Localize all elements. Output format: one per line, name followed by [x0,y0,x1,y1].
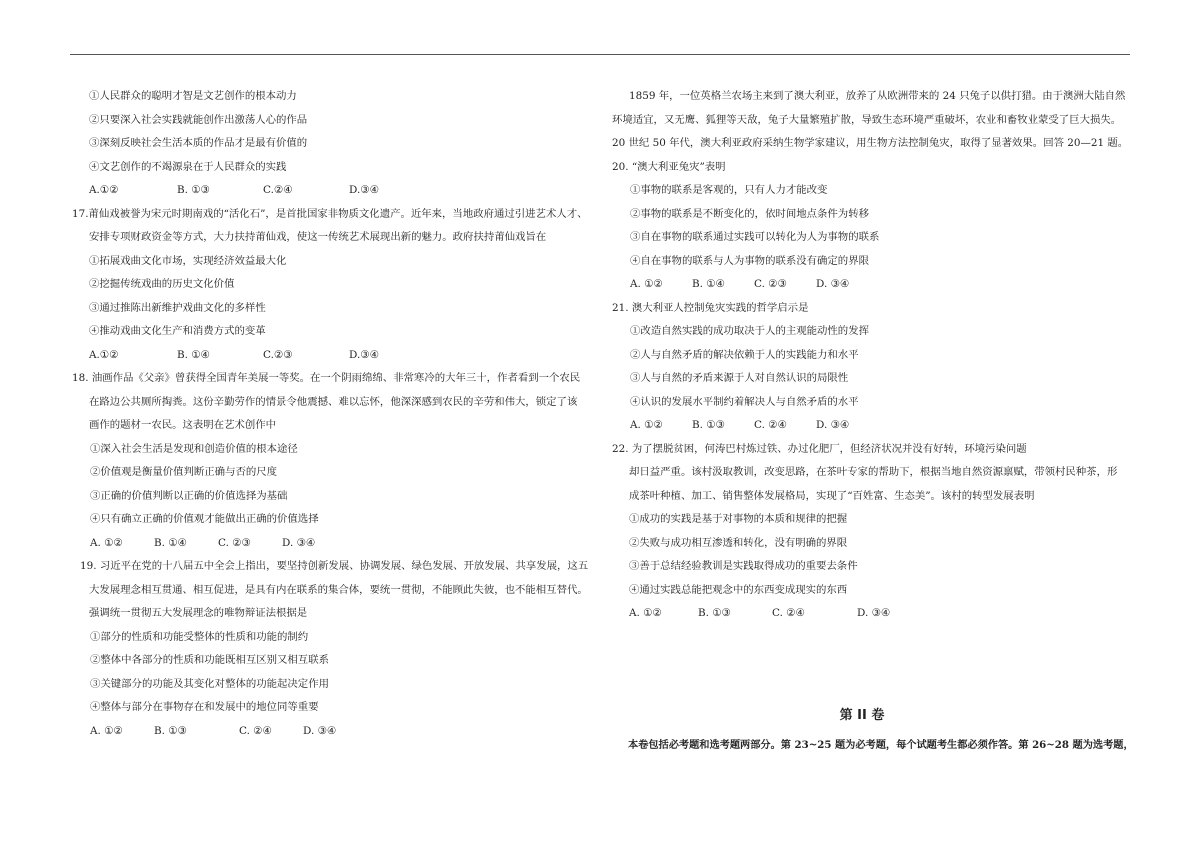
q19-option-b: B. ①③ [154,724,187,737]
q19 [72,555,602,743]
q19-item-3: ③关键部分的功能及其变化对整体的功能起决定作用 [90,677,329,690]
q22-item-2: ②失败与成功相互渗透和转化，没有明确的界限 [629,536,848,549]
q21-stem: 21. 澳大利亚人控制兔灾实践的哲学启示是 [612,301,809,314]
q17 [72,203,602,368]
q22-option-b: B. ①③ [698,607,731,619]
q21-item-1: ①改造自然实践的成功取决于人的主观能动性的发挥 [630,325,869,337]
q22-option-c: C. ②④ [772,607,805,619]
q20-option-c: C. ②③ [754,278,787,290]
q16-item-1: ①人民群众的聪明才智是文艺创作的根本动力 [89,90,297,102]
q21 [612,297,1142,438]
q18-option-d: D. ③④ [282,536,316,549]
q19-options [72,720,602,744]
q20-item-1: ①事物的联系是客观的，只有人力才能改变 [630,184,828,196]
q21-item-4: ④认识的发展水平制约着解决人与自然矛盾的水平 [630,395,859,408]
passage [612,85,1142,156]
q20-item-3: ③自在事物的联系通过实践可以转化为人为事物的联系 [630,231,880,243]
q17-stem-line-1: 17.莆仙戏被誉为宋元时期南戏的“活化石”，是首批国家非物质文化遗产。近年来，当地政府通过引进艺术人才、 [72,207,588,220]
left-column [72,85,602,743]
q20-option-a: A. ①② [630,278,663,290]
q19-item-4: ④整体与部分在事物存在和发展中的地位同等重要 [90,701,319,713]
q19-item-1: ①部分的性质和功能受整体的性质和功能的制约 [90,630,309,643]
q20 [612,156,1142,297]
passage-line-2: 环境适宜，又无鹰、狐狸等天敌，兔子大量繁殖扩散，导致生态环境严重破坏，农业和畜牧业蒙受了巨大损失。 [612,113,1122,126]
q21-options [612,414,1142,438]
q16-option-c: C.②④ [263,184,293,196]
q17-item-1: ①拓展戏曲文化市场，实现经济效益最大化 [89,254,287,267]
header-rule [70,54,1130,55]
q21-option-c: C. ②④ [754,419,787,431]
section-note: 本卷包括必考题和选考题两部分。第 23~25 题为必考题，每个试题考生都必须作答。第 26~28 题为选考题， [628,739,1134,751]
q20-option-b: B. ①④ [692,278,725,290]
q18-option-a: A. ①② [90,536,123,549]
q18-item-4: ④只有确立正确的价值观才能做出正确的价值选择 [90,513,319,525]
q16-option-a: A.①② [89,184,119,196]
q16-item-2: ②只要深入社会实践就能创作出激荡人心的作品 [89,113,308,126]
q17-item-4: ④推动戏曲文化生产和消费方式的变革 [89,325,266,337]
q20-options [612,273,1142,297]
q16-item-3: ③深刻反映社会生活本质的作品才是最有价值的 [89,137,308,149]
q17-options [72,344,602,368]
q22-stem-line-1: 22. 为了摆脱贫困，何涛巴村炼过铁、办过化肥厂，但经济状况并没有好转，环境污染问题 [612,442,1027,455]
q18-item-3: ③正确的价值判断以正确的价值选择为基础 [90,489,288,502]
q17-option-a: A.①② [89,348,119,361]
q21-option-a: A. ①② [630,419,663,431]
q19-stem-line-2: 大发展理念相互贯通、相互促进，是具有内在联系的集合体，要统一贯彻，不能顾此失彼，也不能相互替代。 [89,583,588,596]
q19-option-d: D. ③④ [303,724,337,737]
q16-item-4: ④文艺创作的不竭源泉在于人民群众的实践 [89,160,287,173]
q19-item-2: ②整体中各部分的性质和功能既相互区别又相互联系 [90,654,329,666]
q20-stem: 20. “澳大利亚兔灾”表明 [612,160,726,173]
q22-item-4: ④通过实践总能把观念中的东西变成现实的东西 [629,583,848,596]
q22-item-3: ③善于总结经验教训是实践取得成功的重要去条件 [629,560,858,572]
q22-stem-line-3: 成茶叶种植、加工、销售整体发展格局，实现了“百姓富、生态美”。该村的转型发展表明 [629,489,1035,502]
section-title: 第 II 卷 [839,708,885,723]
q21-option-b: B. ①③ [692,419,725,431]
q17-item-2: ②挖掘传统戏曲的历史文化价值 [89,278,235,290]
q18-stem-line-2: 在路边公共厕所掏粪。这份辛勤劳作的情景令他震撼、难以忘怀，他深深感到农民的辛劳和伟大，锁定了该 [89,395,578,408]
q22-stem-line-2: 却日益严重。该村汲取教训，改变思路，在茶叶专家的帮助下，根据当地自然资源禀赋，带领村民种茶，形 [629,466,1118,478]
q17-option-d: D.③④ [349,348,379,361]
q16-option-b: B. ①③ [177,184,210,196]
q19-option-c: C. ②④ [239,724,272,737]
passage-line-3: 20 世纪 50 年代，澳大利亚政府采纳生物学家建议，用生物方法控制兔灾，取得了显著效果。回答 20—21 题。 [612,137,1129,149]
q16-option-d: D.③④ [349,184,379,196]
q18-option-c: C. ②③ [218,536,251,549]
q18 [72,367,602,555]
q19-stem-line-1: 19. 习近平在党的十八届五中全会上指出，要坚持创新发展、协调发展、绿色发展、开放发展、共享发展，这五 [80,560,589,572]
q20-option-d: D. ③④ [816,278,850,290]
q16-items [72,85,602,179]
q18-options [72,532,602,556]
q18-option-b: B. ①④ [154,536,187,549]
q22-option-d: D. ③④ [857,607,891,619]
q18-item-1: ①深入社会生活是发现和创造价值的根本途径 [90,442,298,455]
q20-item-2: ②事物的联系是不断变化的，依时间地点条件为转移 [630,207,869,220]
q18-stem-line-3: 画作的题材一农民。这表明在艺术创作中 [89,419,277,431]
q21-item-3: ③人与自然的矛盾来源于人对自然认识的局限性 [630,372,849,384]
q22-option-a: A. ①② [629,607,662,619]
q16-options [72,179,602,203]
q18-stem-line-1: 18. 油画作品《父亲》曾获得全国青年美展一等奖。在一个阴雨绵绵、非常寒冷的大年三十，作者看到一个农民 [72,372,581,384]
q21-option-d: D. ③④ [816,419,850,431]
q17-option-b: B. ①④ [177,348,210,361]
q22 [612,438,1142,626]
q18-item-2: ②价值观是衡量价值判断正确与否的尺度 [90,466,278,478]
q17-item-3: ③通过推陈出新维护戏曲文化的多样性 [89,301,266,314]
q22-item-1: ①成功的实践是基于对事物的本质和规律的把握 [629,513,848,525]
right-column [612,85,1142,626]
q20-item-4: ④自在事物的联系与人为事物的联系没有确定的界限 [630,254,869,267]
passage-line-1: 1859 年，一位英格兰农场主来到了澳大利亚，放养了从欧洲带来的 24 只兔子以供打猎。由于澳洲大陆自然 [629,90,1126,102]
q19-stem-line-3: 强调统一贯彻五大发展理念的唯物辩证法根据是 [89,607,308,619]
q17-option-c: C.②③ [263,348,293,361]
q19-option-a: A. ①② [90,724,123,737]
q22-options [612,602,1142,626]
q21-item-2: ②人与自然矛盾的解决依赖于人的实践能力和水平 [630,348,859,361]
q17-stem-line-2: 安排专项财政资金等方式，大力扶持莆仙戏，使这一传统艺术展现出新的魅力。政府扶持莆仙戏旨在 [89,231,547,243]
